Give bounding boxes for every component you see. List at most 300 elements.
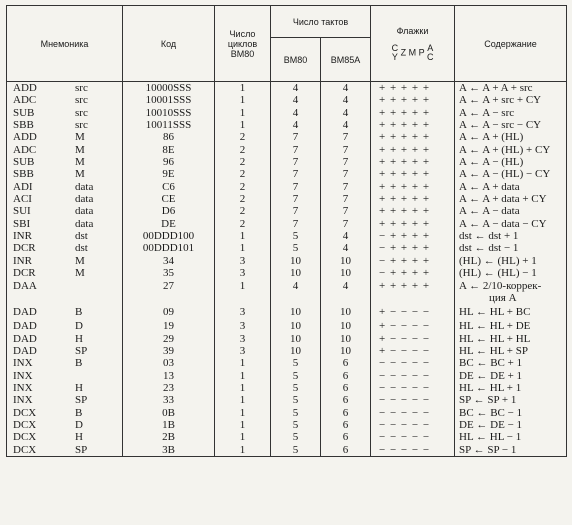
- cycles-cell: 1: [215, 444, 271, 457]
- code-cell: 1B: [123, 419, 215, 431]
- code-cell: 10001SSS: [123, 94, 215, 106]
- cycles-cell: 2: [215, 144, 271, 156]
- mnemonic-cell: [7, 205, 123, 217]
- table-body: [7, 82, 567, 457]
- ticks-bm85a-cell: 10: [321, 345, 371, 357]
- flags-cell: − − − − −: [371, 382, 455, 394]
- code-cell: 00DDD100: [123, 230, 215, 242]
- flags-cell: − − − − −: [371, 407, 455, 419]
- flags-cell: − − − − −: [371, 370, 455, 382]
- flags-cell: + + + + +: [371, 107, 455, 119]
- ticks-bm85a-cell: 10: [321, 320, 371, 332]
- cycles-cell: 1: [215, 82, 271, 95]
- mnemonic-arg: data: [75, 217, 94, 230]
- mnemonic-arg: H: [75, 332, 83, 345]
- mnemonic-op: SUB: [13, 106, 35, 119]
- mnemonic-cell: [7, 218, 123, 230]
- empty-cell: [321, 292, 371, 304]
- mnemonic-arg: M: [75, 168, 85, 181]
- mnemonic-op: SUB: [13, 156, 35, 169]
- mnemonic-arg: B: [75, 406, 83, 419]
- table-row-continuation: [7, 292, 567, 304]
- code-cell: 00DDD101: [123, 242, 215, 254]
- ticks-bm85a-cell: 4: [321, 119, 371, 131]
- table-row: [7, 242, 567, 254]
- header-cycles-line3: ВМ80: [230, 48, 255, 59]
- content-cell: DE ← DE + 1: [455, 370, 567, 382]
- table-row: [7, 419, 567, 431]
- flags-cell: − − − − −: [371, 444, 455, 457]
- code-cell: 09: [123, 304, 215, 320]
- code-cell: 03: [123, 357, 215, 369]
- mnemonic-arg: data: [75, 205, 94, 218]
- mnemonic-arg: M: [75, 254, 85, 267]
- flags-cell: + + + + +: [371, 193, 455, 205]
- flags-cell: − − − − −: [371, 394, 455, 406]
- table-row: [7, 320, 567, 332]
- code-cell: 19: [123, 320, 215, 332]
- ticks-bm85a-cell: 6: [321, 394, 371, 406]
- ticks-bm85a-cell: 6: [321, 370, 371, 382]
- code-cell: 96: [123, 156, 215, 168]
- code-cell: 9E: [123, 168, 215, 180]
- ticks-bm80-cell: 5: [271, 230, 321, 242]
- mnemonic-op: DAA: [13, 279, 37, 292]
- code-cell: DE: [123, 218, 215, 230]
- ticks-bm85a-cell: 10: [321, 333, 371, 345]
- header-cycles-line2: циклов: [227, 38, 258, 49]
- mnemonic-arg: src: [75, 119, 88, 132]
- cycles-cell: 2: [215, 205, 271, 217]
- cycles-cell: 1: [215, 431, 271, 443]
- ticks-bm80-cell: 4: [271, 119, 321, 131]
- cycles-cell: 1: [215, 394, 271, 406]
- mnemonic-cell: [7, 280, 123, 292]
- cycles-cell: 1: [215, 382, 271, 394]
- mnemonic-op: SBI: [13, 217, 31, 230]
- content-cell: A ← A − src − CY: [455, 119, 567, 131]
- content-cell: dst ← dst − 1: [455, 242, 567, 254]
- ticks-bm85a-cell: 7: [321, 181, 371, 193]
- ticks-bm85a-cell: 7: [321, 144, 371, 156]
- cycles-cell: 1: [215, 407, 271, 419]
- code-cell: 23: [123, 382, 215, 394]
- mnemonic-arg: data: [75, 180, 94, 193]
- content-cell: (HL) ← (HL) − 1: [455, 267, 567, 279]
- table-row: [7, 168, 567, 180]
- mnemonic-cell: [7, 131, 123, 143]
- ticks-bm85a-cell: 7: [321, 193, 371, 205]
- flag-a-letter: A: [427, 42, 434, 53]
- table-row: [7, 304, 567, 320]
- mnemonic-op: ACI: [13, 193, 32, 206]
- flag-y-letter: Y: [391, 51, 398, 62]
- mnemonic-op: ADI: [13, 180, 33, 193]
- cycles-cell: 1: [215, 357, 271, 369]
- table-row: [7, 144, 567, 156]
- mnemonic-cell: [7, 431, 123, 443]
- code-cell: 29: [123, 333, 215, 345]
- table-row: [7, 230, 567, 242]
- table-row: [7, 431, 567, 443]
- mnemonic-op: DAD: [13, 320, 37, 333]
- mnemonic-arg: H: [75, 381, 83, 394]
- mnemonic-cell: [7, 255, 123, 267]
- content-cell: HL ← HL + HL: [455, 333, 567, 345]
- mnemonic-op: DCX: [13, 418, 37, 431]
- ticks-bm85a-cell: 4: [321, 242, 371, 254]
- mnemonic-cell: [7, 357, 123, 369]
- mnemonic-arg: [75, 370, 122, 382]
- table-row: [7, 107, 567, 119]
- cycles-cell: 1: [215, 119, 271, 131]
- code-cell: 10011SSS: [123, 119, 215, 131]
- mnemonic-op: DCR: [13, 242, 36, 255]
- mnemonic-op: DAD: [13, 306, 37, 319]
- code-cell: 10000SSS: [123, 82, 215, 95]
- cycles-cell: 1: [215, 230, 271, 242]
- mnemonic-cell: [7, 193, 123, 205]
- header-cycles: [215, 6, 271, 82]
- mnemonic-op: INX: [13, 369, 33, 382]
- header-cycles-line1: Число: [229, 28, 256, 39]
- content-cell: HL ← HL + SP: [455, 345, 567, 357]
- mnemonic-arg: dst: [75, 230, 88, 243]
- content-cell: SP ← SP + 1: [455, 394, 567, 406]
- mnemonic-arg: SP: [75, 344, 88, 357]
- mnemonic-arg: src: [75, 106, 88, 119]
- ticks-bm80-cell: 4: [271, 107, 321, 119]
- ticks-bm80-cell: 5: [271, 382, 321, 394]
- header-flag-cy: [392, 44, 399, 62]
- ticks-bm85a-cell: 6: [321, 357, 371, 369]
- mnemonic-arg: data: [75, 193, 94, 206]
- mnemonic-op: DAD: [13, 344, 37, 357]
- table-row: [7, 218, 567, 230]
- table-row: [7, 333, 567, 345]
- mnemonic-arg: M: [75, 267, 85, 280]
- cycles-cell: 3: [215, 267, 271, 279]
- table-row: [7, 193, 567, 205]
- ticks-bm85a-cell: 4: [321, 230, 371, 242]
- header-bm80: ВМ80: [271, 38, 321, 82]
- mnemonic-arg: SP: [75, 394, 88, 407]
- mnemonic-cell: [7, 304, 123, 320]
- mnemonic-op: ADD: [13, 131, 37, 144]
- ticks-bm80-cell: 7: [271, 156, 321, 168]
- flags-cell: − − − − −: [371, 431, 455, 443]
- mnemonic-op: INX: [13, 394, 33, 407]
- content-cell: (HL) ← (HL) + 1: [455, 255, 567, 267]
- ticks-bm85a-cell: 10: [321, 267, 371, 279]
- mnemonic-arg: src: [75, 82, 88, 94]
- mnemonic-arg: H: [75, 431, 83, 444]
- ticks-bm85a-cell: 6: [321, 431, 371, 443]
- content-cell: A ← A + A + src: [455, 82, 567, 95]
- ticks-bm80-cell: 5: [271, 419, 321, 431]
- ticks-bm80-cell: 10: [271, 255, 321, 267]
- mnemonic-cell: [7, 333, 123, 345]
- code-cell: 3B: [123, 444, 215, 457]
- mnemonic-cell: [7, 230, 123, 242]
- mnemonic-op: INR: [13, 254, 32, 267]
- ticks-bm80-cell: 7: [271, 218, 321, 230]
- cycles-cell: 1: [215, 370, 271, 382]
- mnemonic-cell: [7, 394, 123, 406]
- mnemonic-cell: [7, 181, 123, 193]
- mnemonic-arg: [75, 280, 122, 292]
- content-cell: BC ← BC + 1: [455, 357, 567, 369]
- table-row: [7, 357, 567, 369]
- content-cell: HL ← HL + BC: [455, 304, 567, 320]
- mnemonic-op: DCX: [13, 406, 37, 419]
- empty-cell: [271, 292, 321, 304]
- code-cell: 8E: [123, 144, 215, 156]
- content-cell: A ← A + data: [455, 181, 567, 193]
- mnemonic-cell: [7, 94, 123, 106]
- mnemonic-op: SBB: [13, 168, 34, 181]
- cycles-cell: 1: [215, 280, 271, 292]
- ticks-bm80-cell: 5: [271, 444, 321, 457]
- empty-cell: [123, 292, 215, 304]
- table-row: [7, 131, 567, 143]
- flags-cell: − + + + +: [371, 267, 455, 279]
- mnemonic-arg: B: [75, 357, 83, 370]
- empty-cell: [215, 292, 271, 304]
- table-row: [7, 205, 567, 217]
- content-cell: SP ← SP − 1: [455, 444, 567, 457]
- content-cell: dst ← dst + 1: [455, 230, 567, 242]
- ticks-bm80-cell: 4: [271, 82, 321, 95]
- mnemonic-cell: [7, 242, 123, 254]
- content-cell: BC ← BC − 1: [455, 407, 567, 419]
- table-row: [7, 444, 567, 457]
- ticks-bm80-cell: 4: [271, 280, 321, 292]
- ticks-bm85a-cell: 6: [321, 407, 371, 419]
- flags-cell: + + + + +: [371, 119, 455, 131]
- ticks-bm80-cell: 7: [271, 168, 321, 180]
- content-cell: HL ← HL + DE: [455, 320, 567, 332]
- mnemonic-arg: D: [75, 320, 83, 333]
- mnemonic-op: ADC: [13, 94, 37, 107]
- cycles-cell: 2: [215, 131, 271, 143]
- table-row: [7, 382, 567, 394]
- ticks-bm85a-cell: 7: [321, 205, 371, 217]
- content-cell: HL ← HL + 1: [455, 382, 567, 394]
- mnemonic-cell: [7, 320, 123, 332]
- content-cell: A ← A − (HL) − CY: [455, 168, 567, 180]
- header-bm85a: ВМ85А: [321, 38, 371, 82]
- flags-cell: + + + + +: [371, 205, 455, 217]
- ticks-bm80-cell: 5: [271, 394, 321, 406]
- mnemonic-op: SBB: [13, 119, 34, 132]
- flags-cell: − + + + +: [371, 230, 455, 242]
- ticks-bm85a-cell: 7: [321, 131, 371, 143]
- ticks-bm85a-cell: 4: [321, 280, 371, 292]
- mnemonic-cell: [7, 267, 123, 279]
- mnemonic-cell: [7, 82, 123, 95]
- cycles-cell: 3: [215, 320, 271, 332]
- instruction-table-page: [6, 5, 566, 519]
- table-row: [7, 255, 567, 267]
- content-cell: HL ← HL − 1: [455, 431, 567, 443]
- mnemonic-op: INX: [13, 381, 33, 394]
- header-flags: [371, 6, 455, 82]
- header-content: Содержание: [455, 6, 567, 82]
- mnemonic-cell: [7, 444, 123, 457]
- header-flags-title: Флажки: [396, 25, 429, 36]
- flags-cell: + + + + +: [371, 144, 455, 156]
- content-cell: A ← A + (HL) + CY: [455, 144, 567, 156]
- cycles-cell: 3: [215, 304, 271, 320]
- ticks-bm80-cell: 5: [271, 357, 321, 369]
- ticks-bm85a-cell: 10: [321, 255, 371, 267]
- table-row: [7, 280, 567, 292]
- flags-cell: − + + + +: [371, 255, 455, 267]
- code-cell: 27: [123, 280, 215, 292]
- table-row: [7, 345, 567, 357]
- content-cell: A ← A − src: [455, 107, 567, 119]
- header-flag-zmp: Z M P: [400, 46, 425, 57]
- cycles-cell: 3: [215, 345, 271, 357]
- ticks-bm80-cell: 5: [271, 407, 321, 419]
- mnemonic-cell: [7, 156, 123, 168]
- empty-cell: [371, 292, 455, 304]
- mnemonic-arg: dst: [75, 242, 88, 255]
- table-row: [7, 156, 567, 168]
- mnemonic-arg: M: [75, 156, 85, 169]
- flags-cell: + + + + +: [371, 131, 455, 143]
- ticks-bm80-cell: 5: [271, 242, 321, 254]
- ticks-bm80-cell: 10: [271, 320, 321, 332]
- content-line2: ция A: [455, 292, 567, 304]
- ticks-bm85a-cell: 7: [321, 218, 371, 230]
- ticks-bm85a-cell: 4: [321, 82, 371, 95]
- mnemonic-op: ADC: [13, 143, 37, 156]
- table-row: [7, 267, 567, 279]
- flags-cell: + − − − −: [371, 320, 455, 332]
- ticks-bm85a-cell: 7: [321, 156, 371, 168]
- mnemonic-arg: M: [75, 143, 85, 156]
- ticks-bm80-cell: 10: [271, 345, 321, 357]
- mnemonic-arg: B: [75, 306, 83, 319]
- flags-cell: − − − − −: [371, 357, 455, 369]
- mnemonic-op: DCX: [13, 443, 37, 456]
- code-cell: C6: [123, 181, 215, 193]
- ticks-bm80-cell: 5: [271, 370, 321, 382]
- table-row: [7, 370, 567, 382]
- flag-c-letter: C: [391, 42, 399, 53]
- cycles-cell: 2: [215, 168, 271, 180]
- ticks-bm80-cell: 7: [271, 181, 321, 193]
- mnemonic-cell: [7, 107, 123, 119]
- code-cell: 34: [123, 255, 215, 267]
- cycles-cell: 3: [215, 333, 271, 345]
- mnemonic-arg: src: [75, 94, 88, 107]
- code-cell: 86: [123, 131, 215, 143]
- ticks-bm80-cell: 10: [271, 333, 321, 345]
- content-cell: A ← A − data: [455, 205, 567, 217]
- flags-cell: + + + + +: [371, 82, 455, 95]
- code-cell: 33: [123, 394, 215, 406]
- code-cell: 13: [123, 370, 215, 382]
- ticks-bm80-cell: 5: [271, 431, 321, 443]
- flags-cell: + − − − −: [371, 333, 455, 345]
- mnemonic-cell: [7, 407, 123, 419]
- flags-cell: − + + + +: [371, 242, 455, 254]
- header-flag-ac: [427, 44, 434, 62]
- mnemonic-cell: [7, 345, 123, 357]
- mnemonic-arg: SP: [75, 443, 88, 456]
- cycles-cell: 2: [215, 156, 271, 168]
- code-cell: 0B: [123, 407, 215, 419]
- cycles-cell: 2: [215, 181, 271, 193]
- ticks-bm85a-cell: 4: [321, 94, 371, 106]
- ticks-bm85a-cell: 7: [321, 168, 371, 180]
- ticks-bm80-cell: 4: [271, 94, 321, 106]
- code-cell: CE: [123, 193, 215, 205]
- cycles-cell: 3: [215, 255, 271, 267]
- flags-cell: + + + + +: [371, 218, 455, 230]
- mnemonic-cell: [7, 419, 123, 431]
- ticks-bm85a-cell: 10: [321, 304, 371, 320]
- ticks-bm80-cell: 7: [271, 193, 321, 205]
- header-mnemonic: Мнемоника: [7, 6, 123, 82]
- content-cell: A ← A + data + CY: [455, 193, 567, 205]
- flags-cell: + − − − −: [371, 345, 455, 357]
- mnemonic-cell: [7, 370, 123, 382]
- ticks-bm85a-cell: 6: [321, 382, 371, 394]
- mnemonic-arg: D: [75, 418, 83, 431]
- flags-cell: − − − − −: [371, 419, 455, 431]
- mnemonic-op: INR: [13, 230, 32, 243]
- content-cell: [455, 280, 567, 292]
- content-line1: A ← 2/10-коррек-: [459, 279, 542, 292]
- cycles-cell: 2: [215, 193, 271, 205]
- ticks-bm80-cell: 7: [271, 144, 321, 156]
- mnemonic-op: DAD: [13, 332, 37, 345]
- mnemonic-arg: M: [75, 131, 85, 144]
- ticks-bm80-cell: 10: [271, 304, 321, 320]
- content-cell: A ← A − (HL): [455, 156, 567, 168]
- content-cell: A ← A + (HL): [455, 131, 567, 143]
- instruction-table: [6, 5, 567, 457]
- table-row: [7, 82, 567, 95]
- flag-c2-letter: C: [426, 51, 434, 62]
- empty-cell: [7, 292, 123, 304]
- cycles-cell: 1: [215, 419, 271, 431]
- content-cell: DE ← DE − 1: [455, 419, 567, 431]
- ticks-bm85a-cell: 6: [321, 444, 371, 457]
- flags-cell: + + + + +: [371, 156, 455, 168]
- mnemonic-cell: [7, 144, 123, 156]
- flags-cell: + + + + +: [371, 94, 455, 106]
- header-ticks: Число тактов: [271, 6, 371, 38]
- table-header: [7, 6, 567, 82]
- mnemonic-cell: [7, 168, 123, 180]
- table-row: [7, 394, 567, 406]
- content-cell: A ← A − data − CY: [455, 218, 567, 230]
- mnemonic-op: ADD: [13, 82, 37, 94]
- flags-cell: + + + + +: [371, 168, 455, 180]
- ticks-bm85a-cell: 6: [321, 419, 371, 431]
- cycles-cell: 1: [215, 242, 271, 254]
- cycles-cell: 2: [215, 218, 271, 230]
- code-cell: 2B: [123, 431, 215, 443]
- mnemonic-op: SUI: [13, 205, 31, 218]
- code-cell: 35: [123, 267, 215, 279]
- table-row: [7, 407, 567, 419]
